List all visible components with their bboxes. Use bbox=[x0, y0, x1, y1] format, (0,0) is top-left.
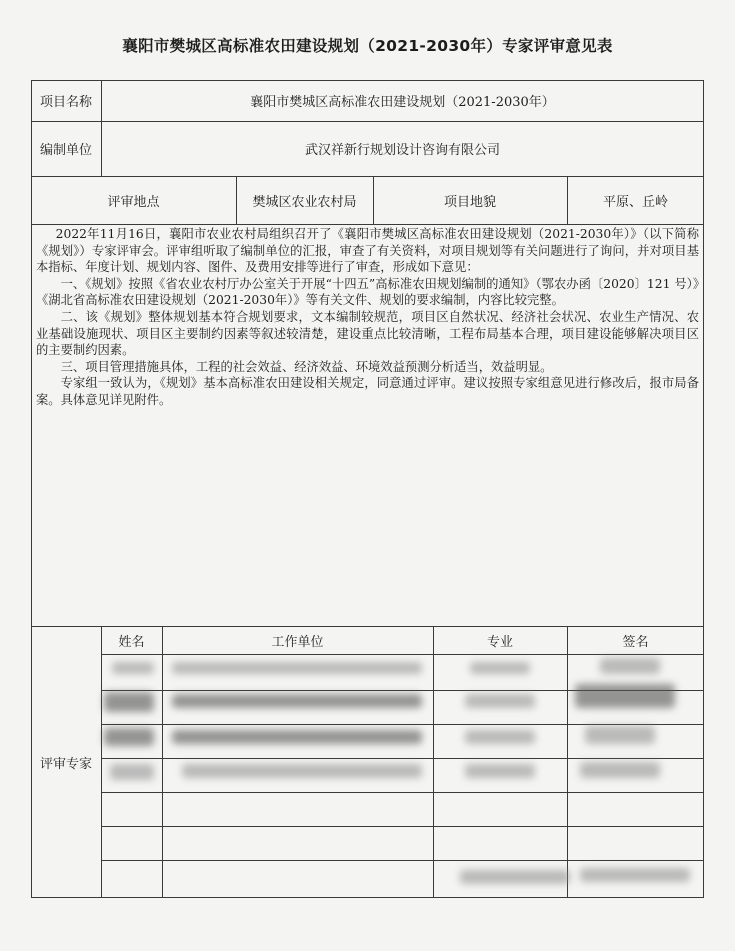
redacted-workplace bbox=[172, 662, 422, 674]
project-name-value: 襄阳市樊城区高标准农田建设规划（2021-2030年） bbox=[250, 95, 555, 110]
col-divider bbox=[162, 626, 163, 898]
redacted-name bbox=[104, 728, 154, 746]
redacted-signature bbox=[600, 658, 660, 674]
redacted-workplace bbox=[172, 694, 422, 708]
expert-header-divider bbox=[101, 654, 704, 655]
redacted-signature bbox=[580, 762, 660, 778]
redacted-workplace bbox=[172, 730, 422, 744]
review-opinion bbox=[36, 226, 699, 409]
opinion-paragraph: 二、该《规划》整体规划基本符合规划要求，文本编制较规范，项目区自然状况、经济社会状况、农业生产情况、农业基础设施现状、项目区主要制约因素等叙述较清楚，建设重点比较清晰，工程布局基本合理，项目建设能够解决项目区的主要制约因素。 bbox=[36, 309, 699, 358]
redacted-specialty bbox=[465, 694, 535, 708]
review-location-label: 评审地点 bbox=[107, 194, 160, 210]
col-header-workplace: 工作单位 bbox=[271, 634, 324, 650]
compiler-label: 编制单位 bbox=[39, 143, 92, 158]
redacted-specialty bbox=[470, 662, 530, 674]
compiler-value: 武汉祥新行规划设计咨询有限公司 bbox=[304, 143, 500, 158]
terrain-label: 项目地貌 bbox=[443, 194, 496, 210]
col-divider bbox=[101, 626, 102, 898]
row-divider bbox=[31, 224, 704, 225]
col-header-name: 姓名 bbox=[118, 634, 145, 650]
col-header-signature: 签名 bbox=[622, 634, 649, 650]
expert-row-divider bbox=[101, 792, 704, 793]
col-header-specialty: 专业 bbox=[486, 634, 513, 650]
col-divider bbox=[433, 626, 434, 898]
expert-row-divider bbox=[101, 758, 704, 759]
redacted-date-mark bbox=[460, 870, 570, 884]
opinion-paragraph: 2022年11月16日，襄阳市农业农村局组织召开了《襄阳市樊城区高标准农田建设规划（2021-2030年）》（以下简称《规划》）专家评审会。评审组听取了编制单位的汇报，审查了有关资料，对项目规划等有关问题进行了询问，并对项目基本指标、年度计划、规划内容、图件、及费用安排等进行了审查，形成如下意见： bbox=[36, 227, 699, 275]
expert-row-divider bbox=[101, 860, 704, 861]
review-location-value: 樊城区农业农村局 bbox=[252, 194, 357, 210]
redacted-name bbox=[110, 764, 154, 780]
opinion-paragraph: 专家组一致认为，《规划》基本高标准农田建设相关规定，同意通过评审。建议按照专家组意见进行修改后，报市局备案。具体意见详见附件。 bbox=[36, 376, 699, 407]
project-name-label: 项目名称 bbox=[39, 95, 92, 110]
redacted-name bbox=[104, 692, 154, 712]
experts-section-label: 评审专家 bbox=[39, 756, 92, 772]
expert-row-divider bbox=[101, 826, 704, 827]
opinion-paragraph: 三、项目管理措施具体，工程的社会效益、经济效益、环境效益预测分析适当，效益明显。 bbox=[60, 359, 553, 374]
expert-row-divider bbox=[101, 724, 704, 725]
redacted-signature bbox=[585, 726, 655, 744]
redacted-signature bbox=[575, 684, 675, 708]
col-divider bbox=[567, 626, 568, 898]
redacted-name bbox=[112, 662, 154, 674]
opinion-paragraph: 一、《规划》按照《省农业农村厅办公室关于开展“十四五”高标准农田规划编制的通知》（鄂农办函〔2020〕121 号）》《湖北省高标准农田建设规划（2021-2030年）》等有关文件、规划的要求编制，内容比较完整。 bbox=[36, 276, 699, 308]
redacted-specialty bbox=[465, 730, 535, 744]
page-title: 襄阳市樊城区高标准农田建设规划（2021-2030年）专家评审意见表 bbox=[122, 37, 613, 55]
terrain-value: 平原、丘岭 bbox=[602, 194, 668, 210]
redacted-specialty bbox=[465, 764, 535, 778]
redacted-date-mark bbox=[580, 868, 690, 882]
redacted-workplace bbox=[182, 764, 422, 778]
